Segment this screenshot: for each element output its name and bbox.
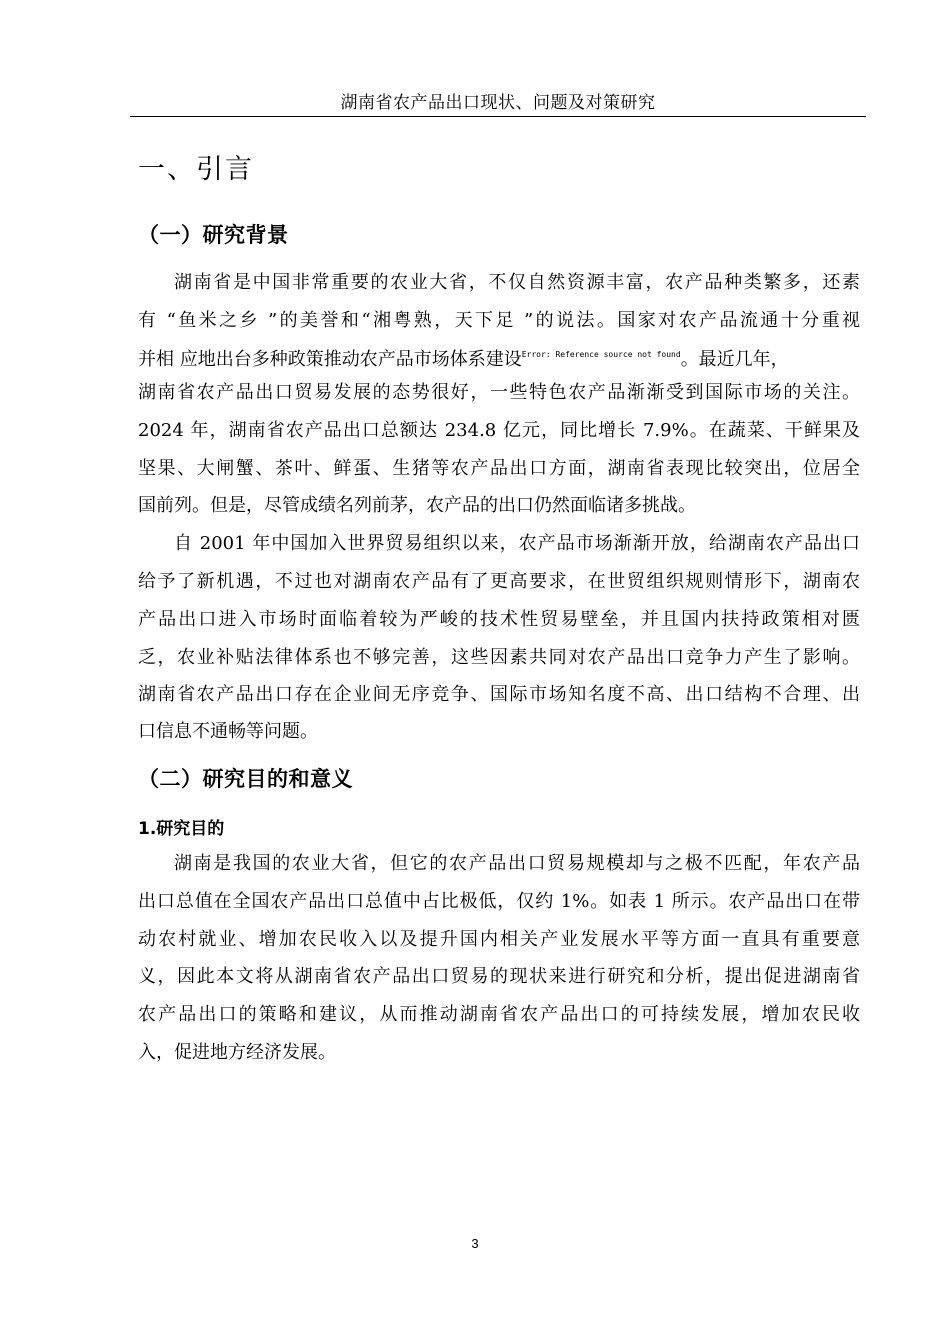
paragraph-line-text: 。最近几年， — [680, 349, 789, 370]
paragraph-line: 给予了新机遇，不过也对湖南农产品有了更高要求，在世贸组织规则情形下，湖南农 — [138, 571, 860, 592]
running-header: 湖南省农产品出口现状、问题及对策研究 — [340, 93, 656, 113]
sub-subsection-heading-purpose: 1.研究目的 — [138, 819, 225, 839]
paragraph-line: 坚果、大闸蟹、茶叶、鲜蛋、生猪等农产品出口方面，湖南省表现比较突出，位居全 — [138, 458, 860, 479]
subsection-heading-background: （一）研究背景 — [138, 223, 289, 247]
paragraph-line-text: 并相 应地出台多种政策推动农产品市场体系建设 — [138, 349, 522, 370]
paragraph-line — [138, 342, 860, 373]
subsection-heading-purpose-significance: （二）研究目的和意义 — [138, 767, 353, 791]
paragraph-line: 出口总值在全国农产品出口总值中占比极低，仅约 1%。如表 1 所示。农产品出口在带 — [138, 891, 860, 912]
paragraph-line: 有 “鱼米之乡 ”的美誉和“湘粤熟，天下足 ”的说法。国家对农产品流通十分重视 — [138, 310, 860, 331]
paragraph-line: 湖南省农产品出口存在企业间无序竞争、国际市场知名度不高、出口结构不合理、出 — [138, 684, 860, 705]
header-rule — [130, 116, 866, 117]
page-number: 3 — [471, 1236, 479, 1251]
paragraph-line: 湖南省是中国非常重要的农业大省，不仅自然资源丰富，农产品种类繁多，还素 — [174, 272, 860, 293]
paragraph-line: 国前列。但是，尽管成绩名列前茅，农产品的出口仍然面临诸多挑战。 — [138, 495, 696, 516]
paragraph-line: 2024 年，湖南省农产品出口总额达 234.8 亿元，同比增长 7.9%。在蔬菜、干鲜果及 — [138, 420, 860, 441]
paragraph-line: 动农村就业、增加农民收入以及提升国内相关产业发展水平等方面一直具有重要意 — [138, 929, 860, 950]
reference-error-note: Error: Reference source not found — [521, 350, 681, 359]
paragraph-line: 湖南是我国的农业大省，但它的农产品出口贸易规模却与之极不匹配，年农产品 — [174, 853, 860, 874]
paragraph-line: 义，因此本文将从湖南省农产品出口贸易的现状来进行研究和分析，提出促进湖南省 — [138, 966, 860, 987]
paragraph-line: 湖南省农产品出口贸易发展的态势很好，一些特色农产品渐渐受到国际市场的关注。 — [138, 382, 860, 403]
paragraph-line: 产品出口进入市场时面临着较为严峻的技术性贸易壁垒，并且国内扶持政策相对匮 — [138, 609, 860, 630]
paragraph-line: 乏，农业补贴法律体系也不够完善，这些因素共同对农产品出口竞争力产生了影响。 — [138, 647, 860, 668]
paragraph-line: 口信息不通畅等问题。 — [138, 721, 318, 742]
section-heading-introduction: 一、引言 — [138, 154, 254, 185]
paragraph-line: 入，促进地方经济发展。 — [138, 1042, 336, 1063]
paragraph-line: 农产品出口的策略和建议，从而推动湖南省农产品出口的可持续发展，增加农民收 — [138, 1004, 860, 1025]
paragraph-line: 自 2001 年中国加入世界贸易组织以来，农产品市场渐渐开放，给湖南农产品出口 — [174, 533, 860, 554]
